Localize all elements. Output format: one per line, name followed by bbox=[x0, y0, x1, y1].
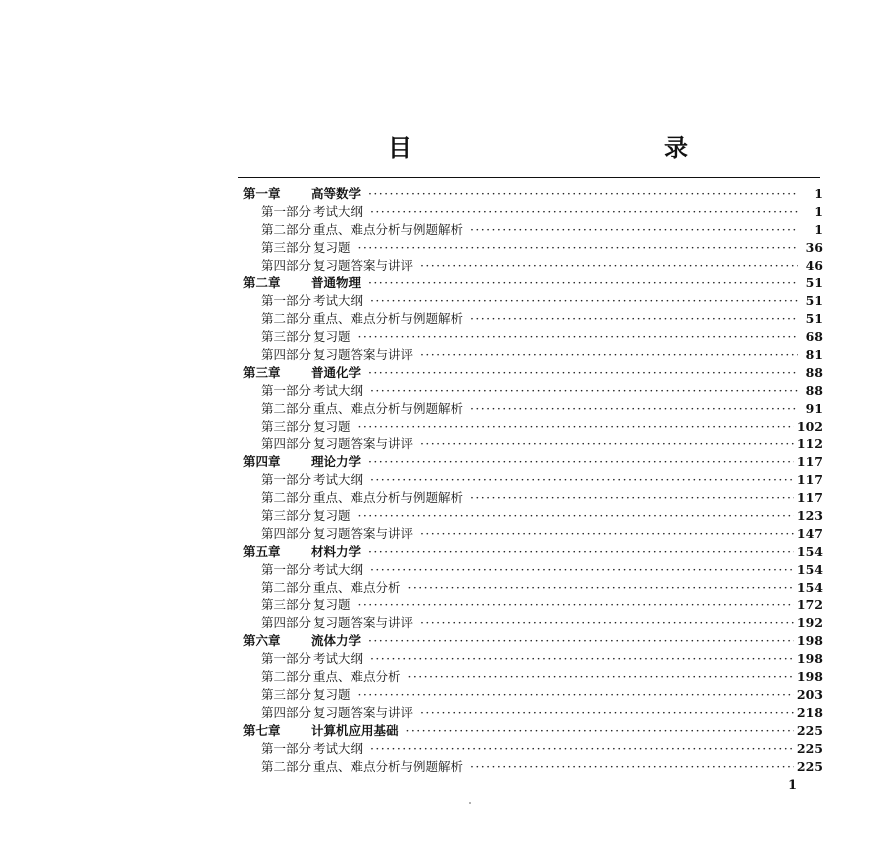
entry-number: 第一章 bbox=[243, 186, 281, 201]
entry-title: 复习题 bbox=[313, 508, 351, 524]
entry-page: 192 bbox=[796, 615, 823, 631]
entry-title: 考试大纲 bbox=[313, 203, 364, 219]
entry-title: 重点、难点分析 bbox=[313, 579, 401, 595]
dot-leader bbox=[368, 185, 798, 203]
toc-part-entry bbox=[243, 614, 823, 632]
dot-leader bbox=[358, 686, 794, 704]
entry-page: 51 bbox=[805, 311, 823, 327]
entry-page: 225 bbox=[796, 740, 823, 756]
entry-title: 复习题 bbox=[313, 329, 351, 345]
dot-leader bbox=[420, 257, 798, 275]
entry-number: 第四部分 bbox=[261, 615, 312, 631]
entry-page: 46 bbox=[805, 257, 823, 273]
dot-leader bbox=[358, 239, 798, 257]
dot-leader bbox=[368, 632, 794, 650]
dot-leader bbox=[368, 364, 798, 382]
entry-page: 117 bbox=[796, 472, 823, 488]
toc-part-entry bbox=[243, 400, 823, 418]
page-number: 1 bbox=[788, 778, 798, 793]
entry-title: 普通物理 bbox=[311, 275, 362, 291]
entry-number: 第二部分 bbox=[261, 758, 312, 774]
entry-page: 203 bbox=[796, 686, 823, 702]
entry-number: 第一部分 bbox=[261, 651, 312, 667]
entry-title: 计算机应用基础 bbox=[311, 722, 399, 738]
entry-title: 普通化学 bbox=[311, 364, 362, 380]
toc-part-entry bbox=[243, 596, 823, 614]
dot-leader bbox=[358, 328, 798, 346]
dot-leader bbox=[370, 740, 794, 758]
entry-title: 重点、难点分析与例题解析 bbox=[313, 400, 464, 416]
entry-page: 88 bbox=[805, 382, 823, 398]
toc-part-entry bbox=[243, 704, 823, 722]
entry-number: 第二章 bbox=[243, 275, 281, 291]
entry-number: 第六章 bbox=[243, 633, 281, 649]
toc-part-entry bbox=[243, 328, 823, 346]
dot-leader bbox=[368, 453, 794, 471]
toc-chapter-entry bbox=[243, 274, 823, 292]
dot-leader bbox=[406, 722, 794, 740]
toc-part-entry bbox=[243, 203, 823, 221]
toc-part-entry bbox=[243, 579, 823, 597]
entry-title: 考试大纲 bbox=[313, 382, 364, 398]
entry-number: 第三部分 bbox=[261, 597, 312, 613]
toc-part-entry bbox=[243, 758, 823, 776]
entry-number: 第二部分 bbox=[261, 490, 312, 506]
entry-title: 复习题答案与讲评 bbox=[313, 347, 414, 363]
entry-number: 第一部分 bbox=[261, 293, 312, 309]
title-rule bbox=[238, 177, 820, 178]
entry-page: 123 bbox=[796, 508, 823, 524]
entry-number: 第三部分 bbox=[261, 329, 312, 345]
dot-leader bbox=[420, 525, 794, 543]
entry-number: 第二部分 bbox=[261, 579, 312, 595]
dot-leader bbox=[470, 310, 798, 328]
entry-page: 117 bbox=[796, 454, 823, 470]
entry-number: 第三部分 bbox=[261, 239, 312, 255]
entry-title: 考试大纲 bbox=[313, 740, 364, 756]
toc-part-entry bbox=[243, 686, 823, 704]
entry-number: 第一部分 bbox=[261, 472, 312, 488]
entry-page: 198 bbox=[796, 633, 823, 649]
entry-title: 复习题 bbox=[313, 597, 351, 613]
entry-title: 复习题 bbox=[313, 239, 351, 255]
page-title: 目 录 bbox=[388, 133, 756, 162]
entry-number: 第一部分 bbox=[261, 561, 312, 577]
entry-page: 198 bbox=[796, 651, 823, 667]
toc-part-entry bbox=[243, 221, 823, 239]
entry-number: 第四部分 bbox=[261, 525, 312, 541]
entry-title: 复习题 bbox=[313, 418, 351, 434]
entry-title: 复习题答案与讲评 bbox=[313, 257, 414, 273]
toc-part-entry bbox=[243, 525, 823, 543]
entry-page: 154 bbox=[796, 561, 823, 577]
toc-chapter-entry bbox=[243, 185, 823, 203]
dot-leader bbox=[470, 400, 798, 418]
entry-number: 第三部分 bbox=[261, 508, 312, 524]
dot-leader bbox=[470, 489, 794, 507]
entry-number: 第二部分 bbox=[261, 311, 312, 327]
toc-chapter-entry bbox=[243, 543, 823, 561]
entry-page: 172 bbox=[796, 597, 823, 613]
scan-speck bbox=[469, 802, 471, 804]
entry-number: 第三部分 bbox=[261, 686, 312, 702]
dot-leader bbox=[370, 471, 794, 489]
dot-leader bbox=[370, 561, 794, 579]
entry-number: 第三部分 bbox=[261, 418, 312, 434]
entry-page: 225 bbox=[796, 722, 823, 738]
toc-part-entry bbox=[243, 292, 823, 310]
entry-title: 材料力学 bbox=[311, 543, 362, 559]
toc-chapter-entry bbox=[243, 453, 823, 471]
entry-number: 第七章 bbox=[243, 722, 281, 738]
toc-part-entry bbox=[243, 561, 823, 579]
entry-title: 复习题答案与讲评 bbox=[313, 704, 414, 720]
entry-page: 68 bbox=[805, 329, 823, 345]
entry-number: 第一部分 bbox=[261, 740, 312, 756]
dot-leader bbox=[368, 274, 798, 292]
entry-title: 重点、难点分析与例题解析 bbox=[313, 311, 464, 327]
dot-leader bbox=[370, 382, 798, 400]
toc-part-entry bbox=[243, 471, 823, 489]
entry-page: 154 bbox=[796, 579, 823, 595]
entry-page: 102 bbox=[796, 418, 823, 434]
entry-number: 第二部分 bbox=[261, 221, 312, 237]
dot-leader bbox=[358, 507, 794, 525]
entry-page: 112 bbox=[796, 436, 823, 452]
dot-leader bbox=[370, 650, 794, 668]
entry-page: 91 bbox=[805, 400, 823, 416]
entry-page: 1 bbox=[814, 203, 823, 219]
dot-leader bbox=[408, 668, 794, 686]
entry-number: 第四部分 bbox=[261, 704, 312, 720]
entry-page: 117 bbox=[796, 490, 823, 506]
entry-number: 第四部分 bbox=[261, 257, 312, 273]
dot-leader bbox=[420, 614, 794, 632]
entry-title: 复习题答案与讲评 bbox=[313, 436, 414, 452]
toc-part-entry bbox=[243, 257, 823, 275]
entry-page: 51 bbox=[805, 293, 823, 309]
entry-title: 重点、难点分析与例题解析 bbox=[313, 758, 464, 774]
dot-leader bbox=[368, 543, 794, 561]
entry-page: 154 bbox=[796, 543, 823, 559]
dot-leader bbox=[358, 418, 794, 436]
entry-number: 第四部分 bbox=[261, 436, 312, 452]
toc-chapter-entry bbox=[243, 632, 823, 650]
toc-chapter-entry bbox=[243, 722, 823, 740]
entry-number: 第一部分 bbox=[261, 382, 312, 398]
entry-number: 第五章 bbox=[243, 543, 281, 559]
entry-page: 1 bbox=[814, 221, 823, 237]
dot-leader bbox=[358, 596, 794, 614]
dot-leader bbox=[420, 704, 794, 722]
toc-part-entry bbox=[243, 489, 823, 507]
entry-title: 流体力学 bbox=[311, 633, 362, 649]
toc-part-entry bbox=[243, 239, 823, 257]
dot-leader bbox=[408, 579, 794, 597]
entry-title: 理论力学 bbox=[311, 454, 362, 470]
entry-title: 重点、难点分析与例题解析 bbox=[313, 490, 464, 506]
toc-part-entry bbox=[243, 382, 823, 400]
toc-part-entry bbox=[243, 740, 823, 758]
dot-leader bbox=[420, 435, 794, 453]
entry-number: 第四章 bbox=[243, 454, 281, 470]
entry-title: 考试大纲 bbox=[313, 293, 364, 309]
entry-page: 81 bbox=[805, 347, 823, 363]
entry-title: 高等数学 bbox=[311, 186, 362, 201]
entry-title: 复习题 bbox=[313, 686, 351, 702]
entry-page: 198 bbox=[796, 669, 823, 685]
toc-part-entry bbox=[243, 650, 823, 668]
entry-title: 重点、难点分析 bbox=[313, 669, 401, 685]
dot-leader bbox=[420, 346, 798, 364]
entry-page: 51 bbox=[805, 275, 823, 291]
toc-part-entry bbox=[243, 668, 823, 686]
toc-part-entry bbox=[243, 346, 823, 364]
toc-part-entry bbox=[243, 418, 823, 436]
dot-leader bbox=[370, 203, 798, 221]
toc-part-entry bbox=[243, 507, 823, 525]
entry-title: 考试大纲 bbox=[313, 472, 364, 488]
toc-part-entry bbox=[243, 310, 823, 328]
entry-title: 考试大纲 bbox=[313, 561, 364, 577]
entry-number: 第一部分 bbox=[261, 203, 312, 219]
entry-page: 1 bbox=[814, 186, 823, 201]
entry-title: 复习题答案与讲评 bbox=[313, 615, 414, 631]
entry-page: 88 bbox=[805, 364, 823, 380]
entry-page: 147 bbox=[796, 525, 823, 541]
entry-title: 复习题答案与讲评 bbox=[313, 525, 414, 541]
entry-page: 218 bbox=[796, 704, 823, 720]
entry-page: 36 bbox=[805, 239, 823, 255]
table-of-contents bbox=[243, 185, 823, 775]
entry-number: 第三章 bbox=[243, 364, 281, 380]
toc-part-entry bbox=[243, 435, 823, 453]
entry-title: 考试大纲 bbox=[313, 651, 364, 667]
entry-page: 225 bbox=[796, 758, 823, 774]
entry-title: 重点、难点分析与例题解析 bbox=[313, 221, 464, 237]
entry-number: 第二部分 bbox=[261, 400, 312, 416]
dot-leader bbox=[370, 292, 798, 310]
dot-leader bbox=[470, 758, 794, 776]
toc-chapter-entry bbox=[243, 364, 823, 382]
entry-number: 第二部分 bbox=[261, 669, 312, 685]
dot-leader bbox=[470, 221, 798, 239]
entry-number: 第四部分 bbox=[261, 347, 312, 363]
